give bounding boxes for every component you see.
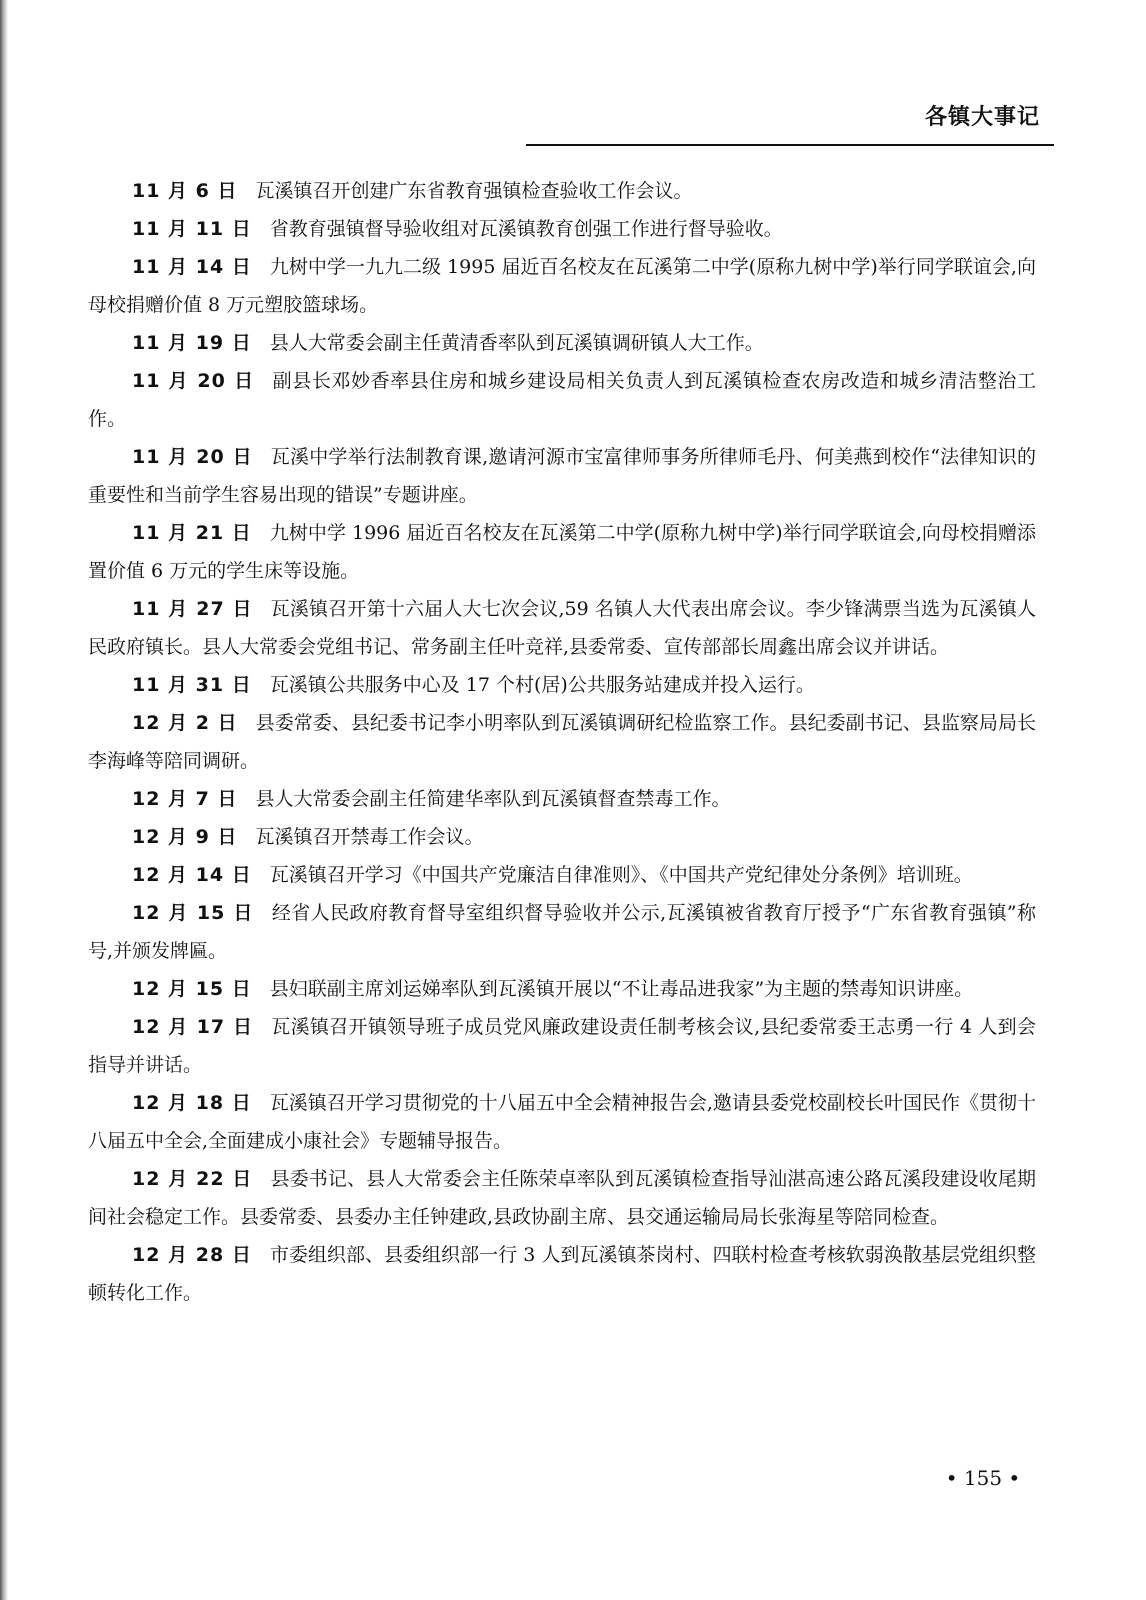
entry-date: 11 月 19 日 — [132, 332, 252, 354]
entry-date: 12 月 18 日 — [132, 1092, 252, 1114]
entry-text: 瓦溪镇公共服务中心及 17 个村(居)公共服务站建成并投入运行。 — [269, 674, 815, 696]
chronicle-entry — [88, 438, 1036, 514]
chronicle-entries — [88, 172, 1036, 1312]
entry-text: 县人大常委会副主任黄清香率队到瓦溪镇调研镇人大工作。 — [269, 332, 764, 354]
chronicle-entry — [88, 780, 1036, 818]
chronicle-entry — [88, 362, 1036, 438]
entry-date: 12 月 7 日 — [132, 788, 238, 810]
chronicle-entry — [88, 856, 1036, 894]
entry-text: 九树中学一九九二级 1995 届近百名校友在瓦溪第二中学(原称九树中学)举行同学联谊会,向母校捐赠价值 8 万元塑胶篮球场。 — [88, 256, 1036, 316]
header-rule — [526, 144, 1054, 146]
running-header-title: 各镇大事记 — [924, 105, 1040, 130]
entry-date: 11 月 20 日 — [132, 370, 255, 392]
entry-text: 县妇联副主席刘运娣率队到瓦溪镇开展以“不让毒品进我家”为主题的禁毒知识讲座。 — [269, 978, 974, 1000]
entry-date: 12 月 2 日 — [132, 712, 238, 734]
entry-text: 瓦溪镇召开学习贯彻党的十八届五中全会精神报告会,邀请县委党校副校长叶国民作《贯彻十八届五中全会,全面建成小康社会》专题辅导报告。 — [88, 1092, 1036, 1152]
entry-text: 市委组织部、县委组织部一行 3 人到瓦溪镇茶岗村、四联村检查考核软弱涣散基层党组织整顿转化工作。 — [88, 1244, 1037, 1304]
entry-date: 12 月 28 日 — [132, 1244, 252, 1266]
entry-text: 县委常委、县纪委书记李小明率队到瓦溪镇调研纪检监察工作。县纪委副书记、县监察局局长李海峰等陪同调研。 — [88, 712, 1036, 772]
entry-date: 11 月 6 日 — [132, 180, 238, 202]
entry-date: 11 月 20 日 — [132, 446, 253, 468]
entry-date: 11 月 27 日 — [132, 598, 253, 620]
entry-text: 瓦溪镇召开第十六届人大七次会议,59 名镇人大代表出席会议。李少锋满票当选为瓦溪镇人民政府镇长。县人大常委会党组书记、常务副主任叶竞祥,县委常委、宣传部部长周鑫出席会议并讲话。 — [88, 598, 1036, 658]
entry-text: 副县长邓妙香率县住房和城乡建设局相关负责人到瓦溪镇检查农房改造和城乡清洁整治工作。 — [88, 370, 1036, 430]
page-number: • 155 • — [945, 1466, 1021, 1490]
chronicle-entry — [88, 970, 1036, 1008]
chronicle-entry — [88, 590, 1036, 666]
chronicle-entry — [88, 210, 1036, 248]
chronicle-entry — [88, 894, 1036, 970]
entry-text: 瓦溪镇召开创建广东省教育强镇检查验收工作会议。 — [255, 180, 693, 202]
chronicle-entry — [88, 666, 1036, 704]
scan-edge-shadow — [0, 0, 8, 1600]
entry-text: 瓦溪中学举行法制教育课,邀请河源市宝富律师事务所律师毛丹、何美燕到校作“法律知识的重要性和当前学生容易出现的错误”专题讲座。 — [88, 446, 1036, 506]
entry-date: 12 月 22 日 — [132, 1168, 253, 1190]
chronicle-entry — [88, 704, 1036, 780]
chronicle-entry — [88, 324, 1036, 362]
chronicle-entry — [88, 1160, 1036, 1236]
entry-text: 县委书记、县人大常委会主任陈荣卓率队到瓦溪镇检查指导汕湛高速公路瓦溪段建设收尾期间社会稳定工作。县委常委、县委办主任钟建政,县政协副主席、县交通运输局局长张海星等陪同检查。 — [88, 1168, 1036, 1228]
chronicle-entry — [88, 1084, 1036, 1160]
chronicle-entry — [88, 818, 1036, 856]
chronicle-entry — [88, 248, 1036, 324]
entry-date: 12 月 9 日 — [132, 826, 238, 848]
entry-text: 县人大常委会副主任简建华率队到瓦溪镇督查禁毒工作。 — [255, 788, 731, 810]
entry-date: 11 月 11 日 — [132, 218, 252, 240]
entry-text: 瓦溪镇召开学习《中国共产党廉洁自律准则》、《中国共产党纪律处分条例》培训班。 — [269, 864, 973, 886]
chronicle-entry — [88, 172, 1036, 210]
entry-date: 12 月 14 日 — [132, 864, 252, 886]
entry-date: 12 月 17 日 — [132, 1016, 254, 1038]
entry-text: 省教育强镇督导验收组对瓦溪镇教育创强工作进行督导验收。 — [269, 218, 783, 240]
entry-date: 11 月 21 日 — [132, 522, 252, 544]
entry-text: 九树中学 1996 届近百名校友在瓦溪第二中学(原称九树中学)举行同学联谊会,向母校捐赠添置价值 6 万元的学生床等设施。 — [88, 522, 1036, 582]
entry-text: 经省人民政府教育督导室组织督导验收并公示,瓦溪镇被省教育厅授予“广东省教育强镇”称号,并颁发牌匾。 — [88, 902, 1037, 962]
entry-text: 瓦溪镇召开禁毒工作会议。 — [255, 826, 484, 848]
chronicle-entry — [88, 514, 1036, 590]
chronicle-entry — [88, 1236, 1036, 1312]
entry-text: 瓦溪镇召开镇领导班子成员党风廉政建设责任制考核会议,县纪委常委王志勇一行 4 人到会指导并讲话。 — [88, 1016, 1036, 1076]
entry-date: 11 月 31 日 — [132, 674, 252, 696]
entry-date: 12 月 15 日 — [132, 978, 252, 1000]
chronicle-entry — [88, 1008, 1036, 1084]
entry-date: 11 月 14 日 — [132, 256, 252, 278]
entry-date: 12 月 15 日 — [132, 902, 254, 924]
